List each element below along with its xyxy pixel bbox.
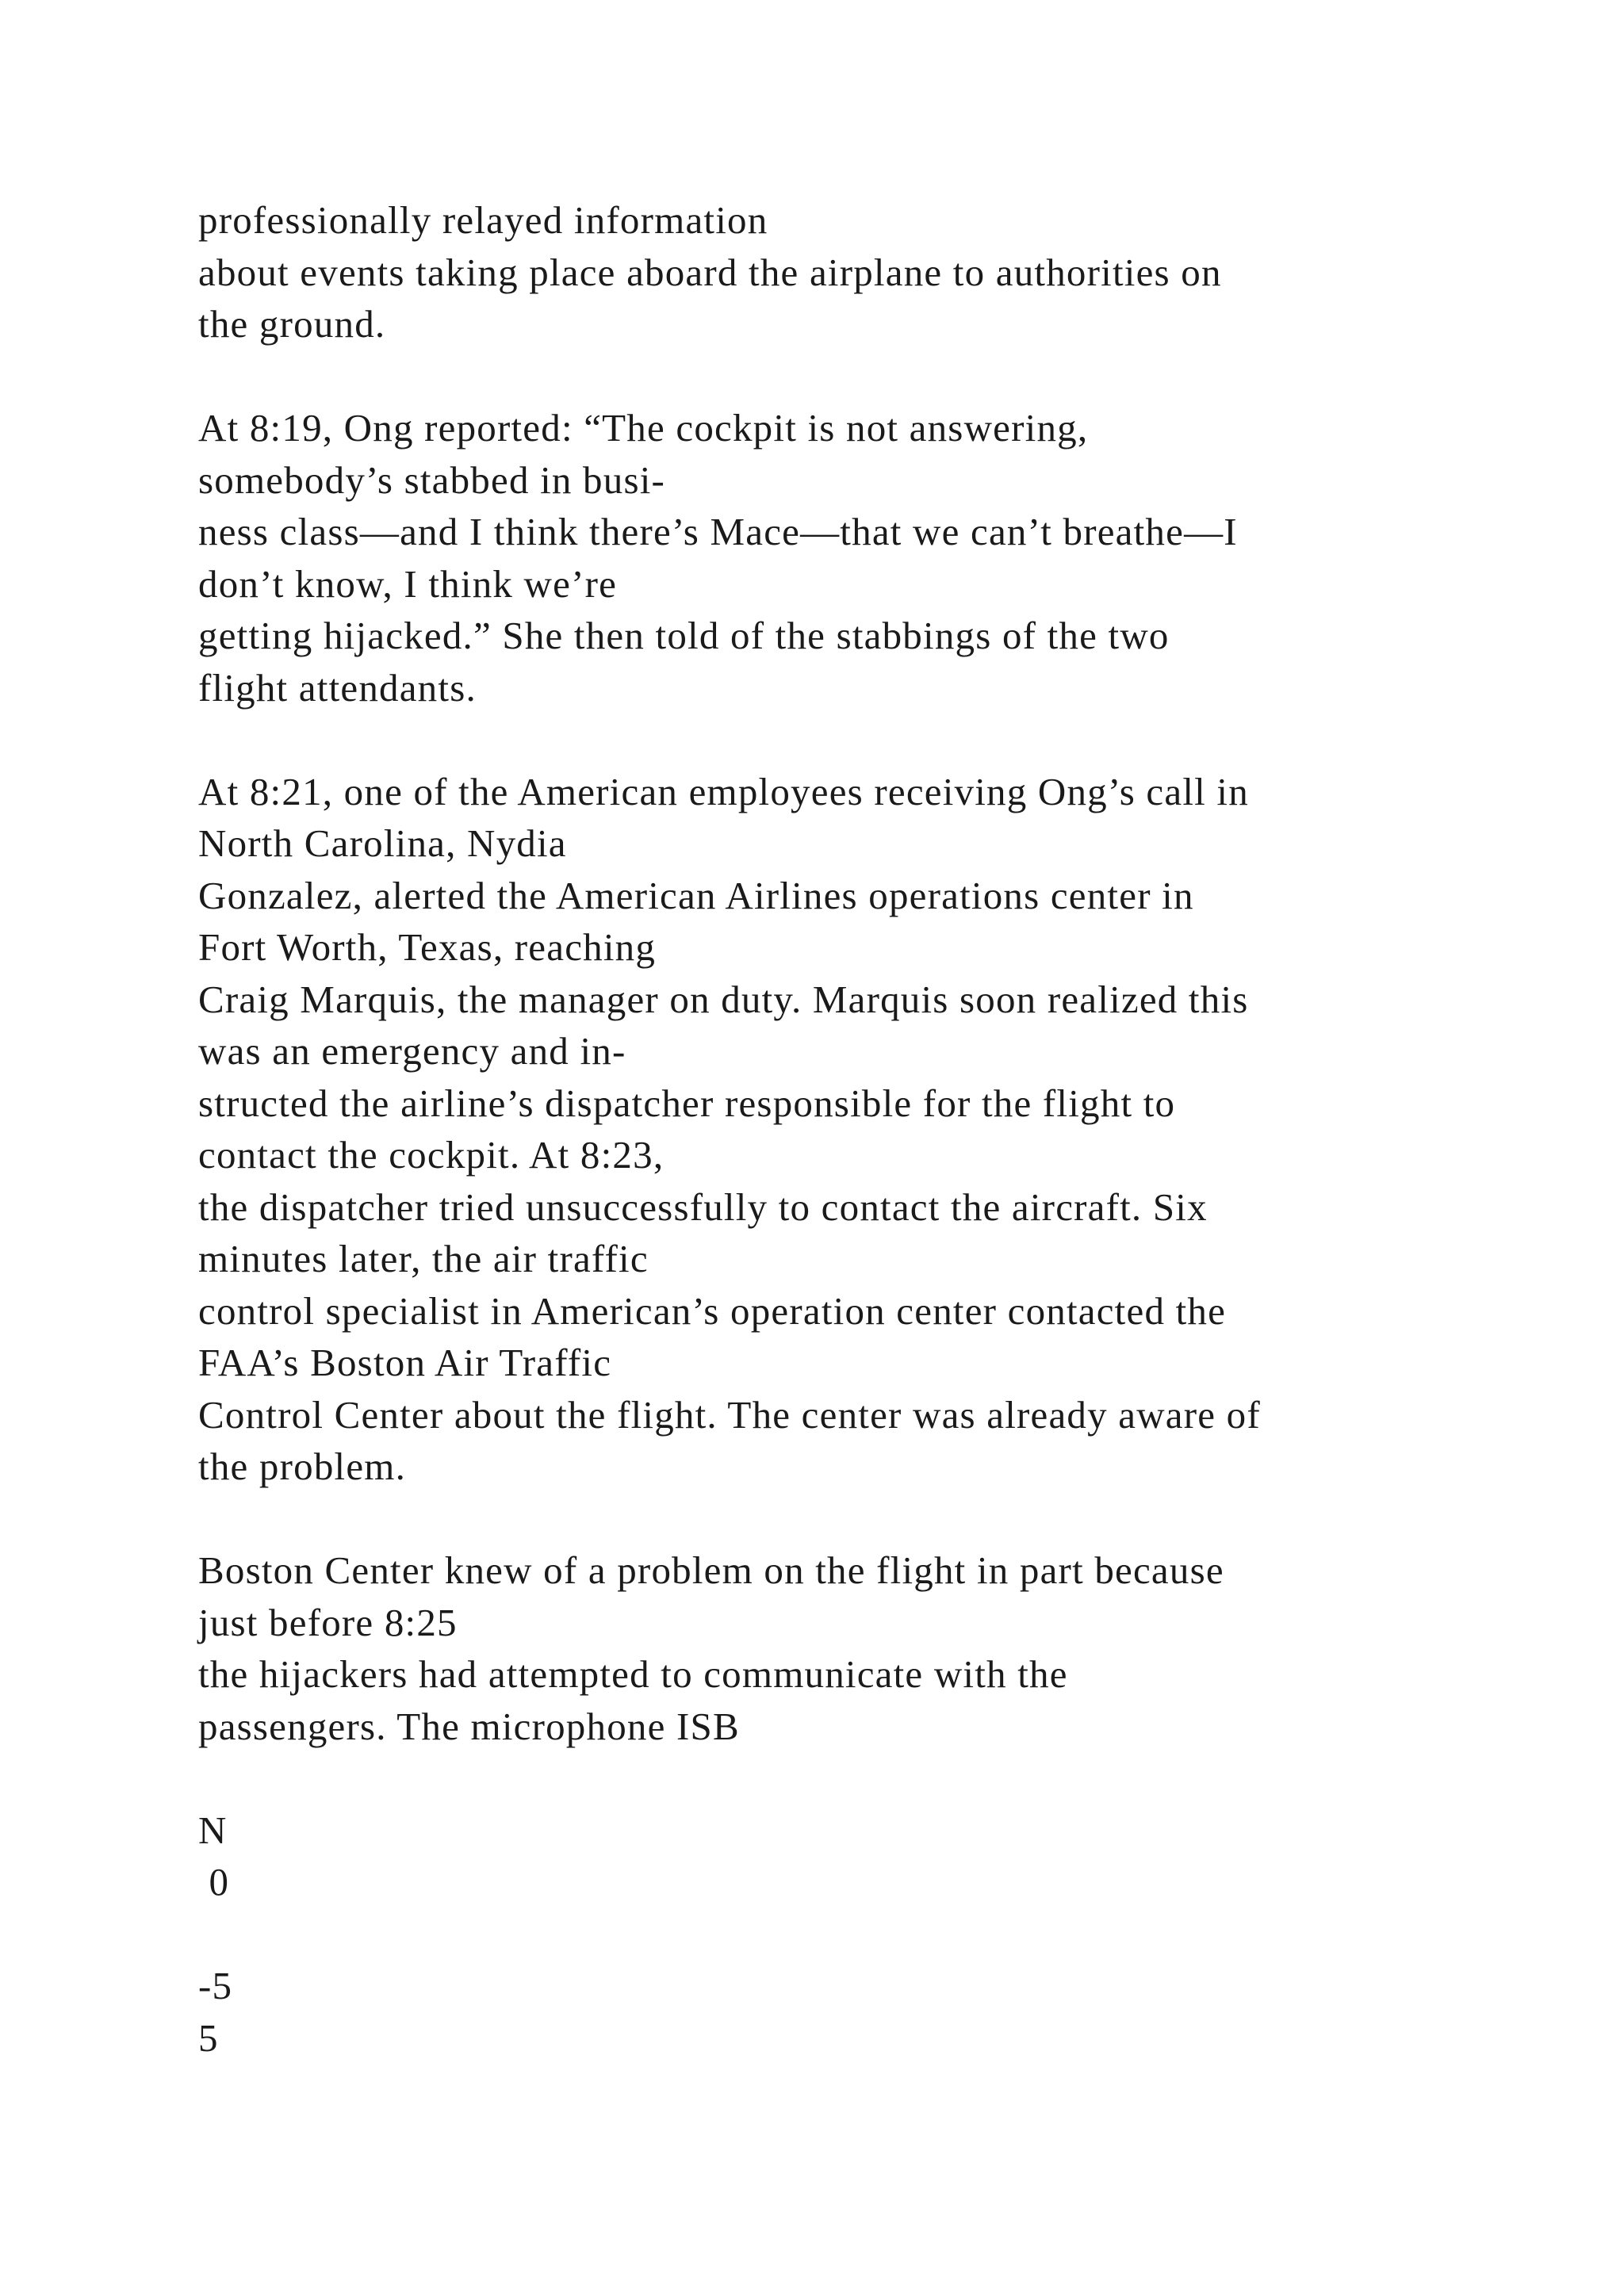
text-line: was an emergency and in-	[198, 1029, 626, 1073]
text-line: ness class—and I think there’s Mace—that we can’t breathe—I	[198, 510, 1238, 553]
text-line: just before 8:25	[198, 1600, 458, 1644]
paragraph-gap	[198, 1908, 1594, 1961]
document-body	[198, 194, 1594, 2064]
paragraph-4	[198, 1544, 1594, 1752]
paragraph-1	[198, 194, 1594, 350]
paragraph-gap	[198, 1493, 1594, 1545]
text-line: North Carolina, Nydia	[198, 821, 567, 865]
figure-fragment-1	[198, 1804, 1594, 1908]
text-line: Fort Worth, Texas, reaching	[198, 925, 657, 969]
text-line: about events taking place aboard the airplane to authorities on	[198, 250, 1222, 294]
figure-fragment-2	[198, 1960, 1594, 2064]
text-line: the hijackers had attempted to communicate with the	[198, 1652, 1068, 1696]
text-line: FAA’s Boston Air Traffic	[198, 1341, 612, 1384]
text-line: Craig Marquis, the manager on duty. Marquis soon realized this	[198, 977, 1249, 1021]
paragraph-gap	[198, 714, 1594, 766]
text-line: contact the cockpit. At 8:23,	[198, 1133, 665, 1177]
text-line: the dispatcher tried unsuccessfully to contact the aircraft. Six	[198, 1184, 1208, 1229]
text-line: At 8:19, Ong reported: “The cockpit is not answering,	[198, 406, 1089, 450]
text-line: somebody’s stabbed in busi-	[198, 457, 666, 502]
text-line: N	[198, 1808, 228, 1852]
paragraph-gap	[198, 350, 1594, 403]
text-line: 5	[198, 2015, 219, 2060]
text-line: At 8:21, one of the American employees receiving Ong’s call in	[198, 769, 1249, 813]
paragraph-2	[198, 402, 1594, 714]
text-line: the ground.	[198, 302, 386, 346]
text-line: -5	[198, 1964, 233, 2007]
text-line: Control Center about the flight. The center was already aware of	[198, 1392, 1261, 1437]
text-line: the problem.	[198, 1445, 407, 1488]
text-line: Boston Center knew of a problem on the flight in part because	[198, 1548, 1224, 1592]
paragraph-gap	[198, 1752, 1594, 1804]
text-line: don’t know, I think we’re	[198, 561, 618, 606]
text-line: flight attendants.	[198, 665, 477, 710]
text-line: 0	[198, 1860, 230, 1904]
text-line: getting hijacked.” She then told of the stabbings of the two	[198, 614, 1170, 657]
text-line: professionally relayed information	[198, 198, 768, 242]
text-line: minutes later, the air traffic	[198, 1237, 649, 1280]
paragraph-3	[198, 766, 1594, 1493]
text-line: passengers. The microphone ISB	[198, 1704, 740, 1748]
text-line: structed the airline’s dispatcher responsible for the flight to	[198, 1081, 1176, 1125]
text-line: Gonzalez, alerted the American Airlines operations center in	[198, 873, 1194, 917]
text-line: control specialist in American’s operation center contacted the	[198, 1288, 1227, 1333]
